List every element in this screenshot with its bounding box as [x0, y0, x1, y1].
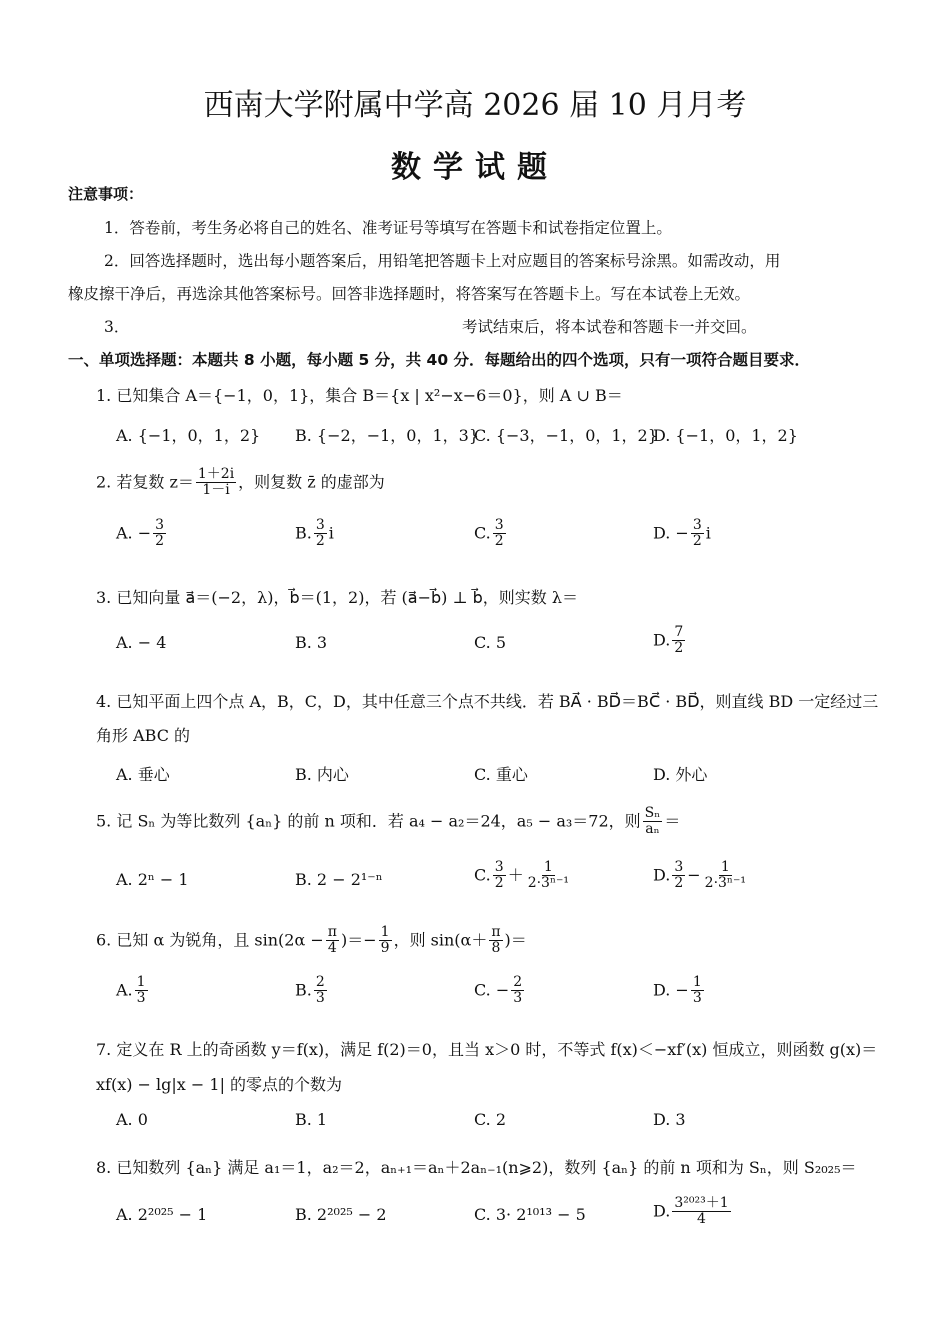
question-4-option-a: A. 垂心	[116, 765, 170, 784]
question-3-option-b: B. 3	[295, 633, 328, 652]
question-5-option-d: D. $\frac{3}{2}$ − $\frac{1}{\text{2·3ⁿ⁻¹}}$	[653, 859, 746, 892]
question-4-option-b: B. 内心	[295, 765, 349, 784]
question-6-option-c: C. − $\frac{2}{3}$	[474, 974, 523, 1007]
question-8-option-b: B. 2²⁰²⁵ − 2	[295, 1205, 387, 1224]
question-8-option-d: D. $\frac{\text{3²⁰²³＋1}}{4}$	[653, 1195, 729, 1228]
question-2-option-b: B. $\frac{3}{2}$ i	[295, 517, 334, 550]
question-5-option-c: C. $\frac{3}{2}$ ＋ $\frac{1}{\text{2·3ⁿ⁻¹}}$	[474, 859, 570, 892]
question-6-option-d: D. − $\frac{1}{3}$	[653, 974, 702, 1007]
question-1-option-a: A. {−1，0，1，2}	[116, 426, 261, 445]
question-4-stem-line-1: 4. 已知平面上四个点 A，B，C，D，其中任意三个点不共线．若 BA⃗ · BD⃗＝BC⃗ · BD⃗，则直线 BD 一定经过三	[96, 692, 879, 711]
question-7-option-b: B. 1	[295, 1110, 328, 1129]
notice-heading: 注意事项：	[68, 185, 144, 203]
question-6-option-a: A. $\frac{1}{3}$	[116, 974, 146, 1007]
notice-line-2b: 橡皮擦干净后，再选涂其他答案标号。回答非选择题时，将答案写在答题卡上。写在本试卷上无效。	[68, 285, 751, 303]
question-3-stem: 3. 已知向量 a⃗＝(−2，λ)，b⃗＝(1，2)，若 (a⃗−b⃗) ⊥ b⃗，则实数 λ＝	[96, 588, 578, 607]
question-7-stem-line-1: 7. 定义在 R 上的奇函数 y＝f(x)，满足 f(2)＝0，且当 x＞0 时，不等式 f(x)＜−xf′(x) 恒成立，则函数 g(x)＝	[96, 1040, 878, 1059]
question-7-option-c: C. 2	[474, 1110, 507, 1129]
fraction: $\frac{1+2i}{1-i}$	[197, 466, 235, 499]
question-2-option-a: A. − $\frac{3}{2}$	[116, 517, 165, 550]
question-1-stem: 1. 已知集合 A＝{−1，0，1}，集合 B＝{x | x²−x−6＝0}，则 A ∪ B＝	[96, 386, 623, 405]
exam-subtitle: 数学试题	[391, 150, 559, 185]
question-1-option-d: D. {−1，0，1，2}	[653, 426, 798, 445]
question-5-stem: 5. 记 Sₙ 为等比数列 {aₙ} 的前 n 项和．若 a₄ − a₂＝24，a₅ − a₃＝72，则 $\frac{\text{Sₙ}}{\text{aₙ}}$ ＝	[96, 805, 681, 838]
question-1-option-b: B. {−2，−1，0，1，3}	[295, 426, 480, 445]
question-3-option-a: A. − 4	[116, 633, 167, 652]
notice-line-2a: 2．回答选择题时，选出每小题答案后，用铅笔把答题卡上对应题目的答案标号涂黑。如需改动，用	[104, 252, 781, 270]
question-8-option-a: A. 2²⁰²⁵ − 1	[116, 1205, 208, 1224]
question-2-option-c: C. $\frac{3}{2}$	[474, 517, 504, 550]
question-7-option-d: D. 3	[653, 1110, 686, 1129]
question-5-option-a: A. 2ⁿ − 1	[116, 870, 189, 889]
section-heading: 一、单项选择题：本题共 8 小题，每小题 5 分，共 40 分．每题给出的四个选项，只有一项符合题目要求．	[68, 351, 811, 369]
question-5-option-b: B. 2 − 2¹⁻ⁿ	[295, 870, 383, 889]
question-4-option-c: C. 重心	[474, 765, 528, 784]
question-3-option-d: D. $\frac{7}{2}$	[653, 624, 684, 657]
question-7-option-a: A. 0	[116, 1110, 148, 1129]
question-7-stem-line-2: xf(x) − lg|x − 1| 的零点的个数为	[96, 1075, 343, 1094]
question-6-stem: 6. 已知 α 为锐角，且 sin(2α − $\frac{\pi}{4}$ )＝− $\frac{1}{9}$ ，则 sin(α＋ $\frac{\pi}{8}$ )＝	[96, 924, 527, 957]
question-6-option-b: B. $\frac{2}{3}$	[295, 974, 325, 1007]
notice-line-3-number: 3．	[104, 318, 130, 336]
question-3-option-c: C. 5	[474, 633, 507, 652]
exam-title: 西南大学附属中学高 2026 届 10 月月考	[203, 88, 747, 123]
question-2-stem: 2. 若复数 z＝ $\frac{1+2i}{1-i}$ ，则复数 z̄ 的虚部为	[96, 466, 385, 499]
notice-line-1: 1．答卷前，考生务必将自己的姓名、准考证号等填写在答题卡和试卷指定位置上。	[104, 219, 672, 237]
question-2-option-d: D. − $\frac{3}{2}$ i	[653, 517, 711, 550]
question-1-option-c: C. {−3，−1，0，1，2}	[474, 426, 658, 445]
question-8-option-c: C. 3· 2¹⁰¹³ − 5	[474, 1205, 586, 1224]
question-8-stem: 8. 已知数列 {aₙ} 满足 a₁＝1，a₂＝2，aₙ₊₁＝aₙ＋2aₙ₋₁(n⩾2)，数列 {aₙ} 的前 n 项和为 Sₙ，则 S₂₀₂₅＝	[96, 1158, 857, 1177]
question-4-stem-line-2: 角形 ABC 的	[96, 726, 191, 745]
notice-line-3-text: 考试结束后，将本试卷和答题卡一并交回。	[462, 318, 757, 336]
question-4-option-d: D. 外心	[653, 765, 708, 784]
